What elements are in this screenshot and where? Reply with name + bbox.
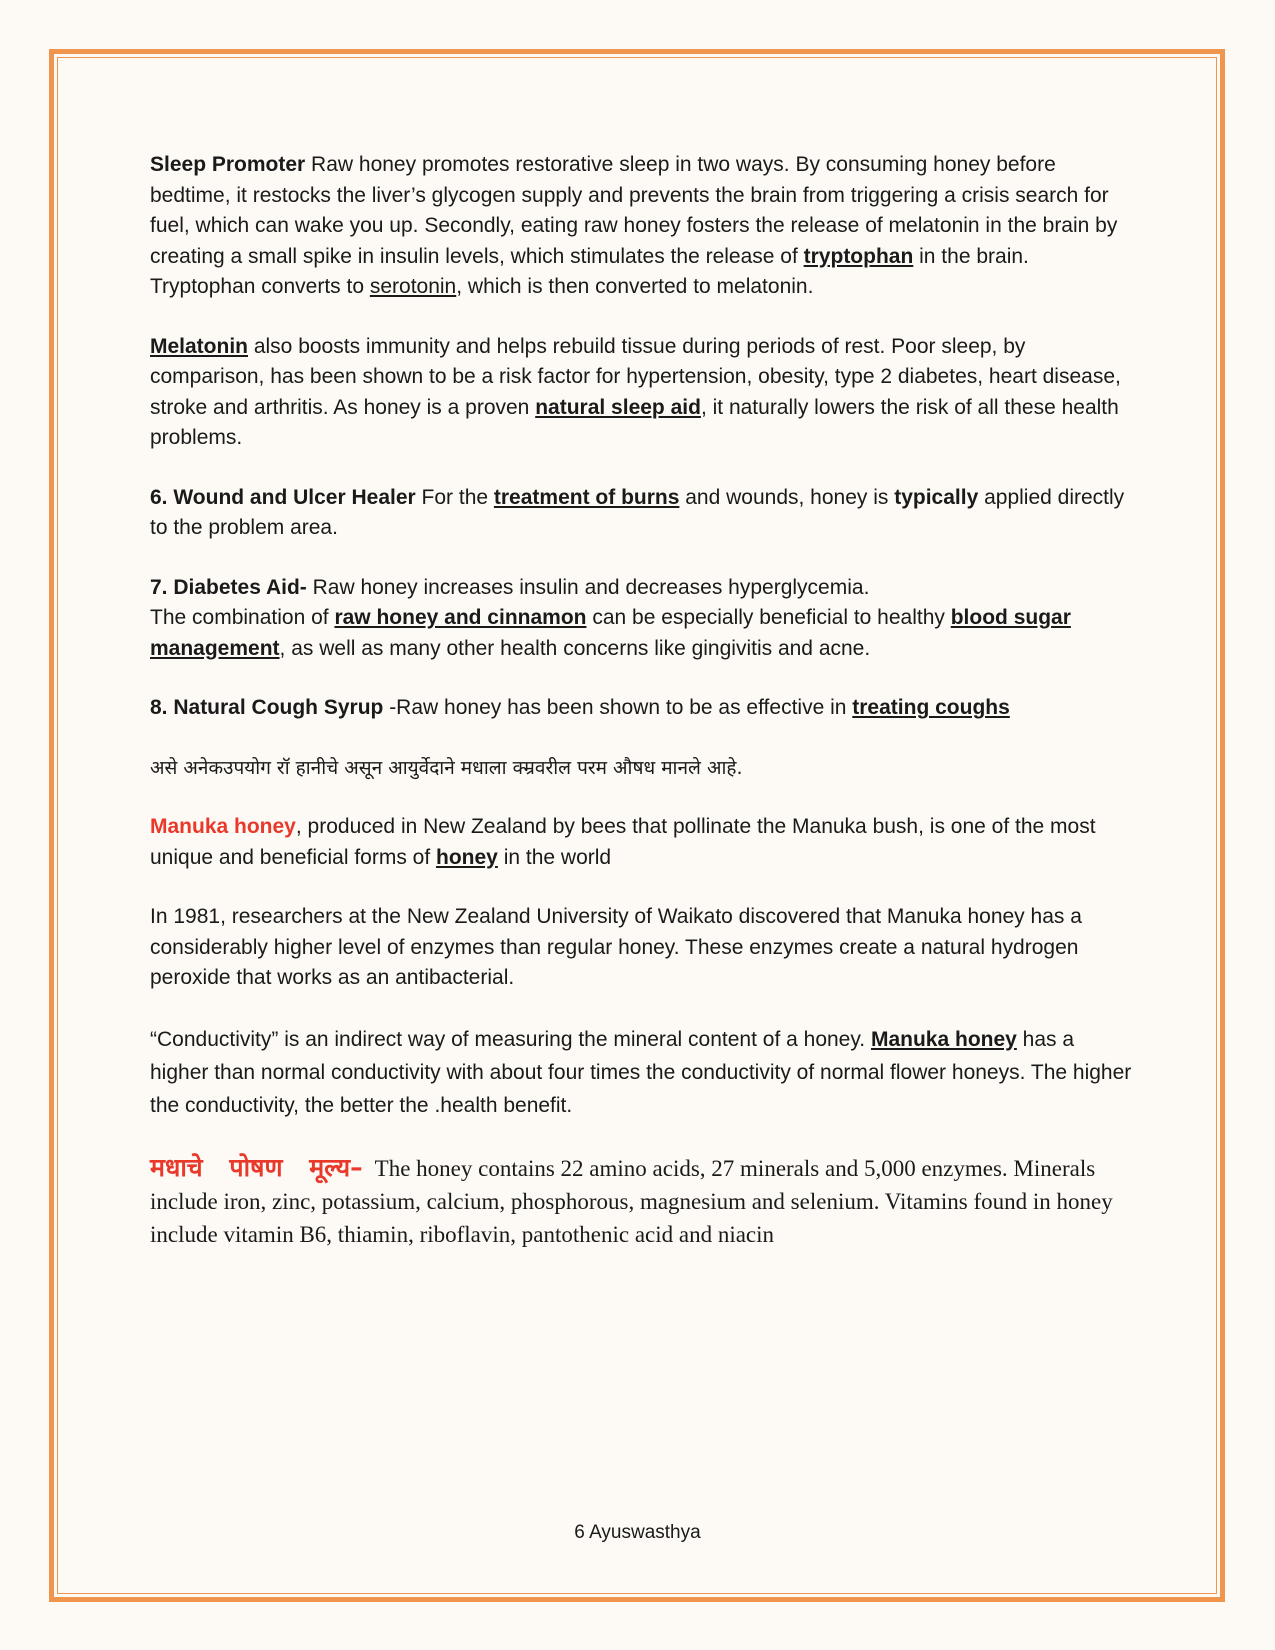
diabetes-text-3: can be especially beneficial to healthy (586, 606, 951, 629)
diabetes-text-1: Raw honey increases insulin and decreases hyperglycemia. (306, 575, 870, 599)
research-paragraph: In 1981, researchers at the New Zealand University of Waikato discovered that Manuka honey has a considerably higher level of enzymes than regular honey. These enzymes create a natural hydrogen peroxide that works as an antibacterial. (150, 905, 1082, 989)
nutrition-text: The honey contains 22 amino acids, 27 minerals and 5,000 enzymes. Minerals include iron, zinc, potassium, calcium, phosphorous, magnesium and selenium. Vitamins found in honey include vitamin B6, thiamin, riboflavin, pantothenic acid and niacin (150, 1155, 1113, 1247)
raw-honey-cinnamon-link[interactable]: raw honey and cinnamon (334, 606, 587, 629)
wound-text-2: and wounds, honey is (679, 485, 895, 509)
natural-sleep-aid-link[interactable]: natural sleep aid (535, 395, 701, 419)
melatonin-link[interactable]: Melatonin (150, 334, 248, 358)
diabetes-text-2: The combination of (150, 606, 335, 629)
melatonin-text-2: , it naturally lowers the risk of all these health problems. (150, 395, 1119, 449)
cough-text-1: -Raw honey has been shown to be as effective in (383, 696, 853, 719)
treating-coughs-link[interactable]: treating coughs (852, 696, 1010, 719)
sleep-heading: Sleep Promoter (150, 153, 306, 176)
wound-paragraph (150, 483, 1135, 544)
nutrition-heading: मधाचे पोषण मूल्य– (150, 1152, 363, 1182)
sleep-text-2: in the brain. Tryptophan converts to (150, 244, 1029, 298)
page-content (150, 150, 1135, 1280)
sleep-text-3: , which is then converted to melatonin. (456, 275, 814, 298)
manuka-heading: Manuka honey (150, 815, 296, 838)
blood-sugar-management-link[interactable]: blood sugar management (150, 606, 1071, 660)
manuka-text-1: , produced in New Zealand by bees that pollinate the Manuka bush, is one of the most unique and beneficial forms of (150, 815, 1096, 869)
wound-text-1: For the (415, 485, 494, 509)
conductivity-paragraph (150, 1023, 1135, 1122)
diabetes-heading: 7. Diabetes Aid- (150, 575, 307, 599)
manuka-paragraph (150, 812, 1135, 873)
manuka-honey-link[interactable]: Manuka honey (870, 1027, 1017, 1051)
tryptophan-link[interactable]: tryptophan (803, 244, 914, 268)
sleep-text-1: Raw honey promotes restorative sleep in two ways. By consuming honey before bedtime, it restocks the liver’s glycogen supply and prevents the brain from triggering a crisis search for fuel, which can wake you up. Secondly, eating raw honey fosters the release of melatonin in the brain by creating a small spike in insulin levels, which stimulates the release of (150, 153, 1118, 268)
conductivity-text-2: has a higher than normal conductivity with about four times the conductivity of normal flower honeys. The higher the conductivity, the better the .health benefit. (150, 1027, 1132, 1117)
wound-text-3: applied directly to the problem area. (150, 485, 1125, 539)
honey-link[interactable]: honey (436, 845, 498, 869)
melatonin-paragraph (150, 332, 1135, 454)
wound-heading: 6. Wound and Ulcer Healer (150, 485, 416, 509)
page-footer: 6 Ayuswasthya (574, 1522, 701, 1543)
diabetes-text-4: , as well as many other health concerns like gingivitis and acne. (279, 636, 871, 660)
cough-heading: 8. Natural Cough Syrup (150, 696, 384, 719)
typically-bold: typically (894, 485, 979, 509)
nutrition-paragraph (150, 1151, 1135, 1251)
serotonin-link[interactable]: serotonin (369, 275, 457, 298)
sleep-paragraph (150, 150, 1135, 303)
cough-paragraph (150, 693, 1135, 724)
diabetes-paragraph (150, 573, 1135, 665)
melatonin-text-1: also boosts immunity and helps rebuild tissue during periods of rest. Poor sleep, by comparison, has been shown to be a risk factor for hypertension, obesity, type 2 diabetes, heart disease, stroke and arthritis. As honey is a proven (150, 334, 1121, 419)
marathi-line: असे अनेकउपयोग रॉ हानीचे असून आयुर्वेदाने मधाला क्म्रवरील परम औषध मानले आहे. (150, 756, 743, 779)
manuka-text-2: in the world (497, 845, 612, 869)
treatment-of-burns-link[interactable]: treatment of burns (493, 485, 680, 509)
conductivity-text-1: “Conductivity” is an indirect way of measuring the mineral content of a honey. (150, 1027, 871, 1051)
